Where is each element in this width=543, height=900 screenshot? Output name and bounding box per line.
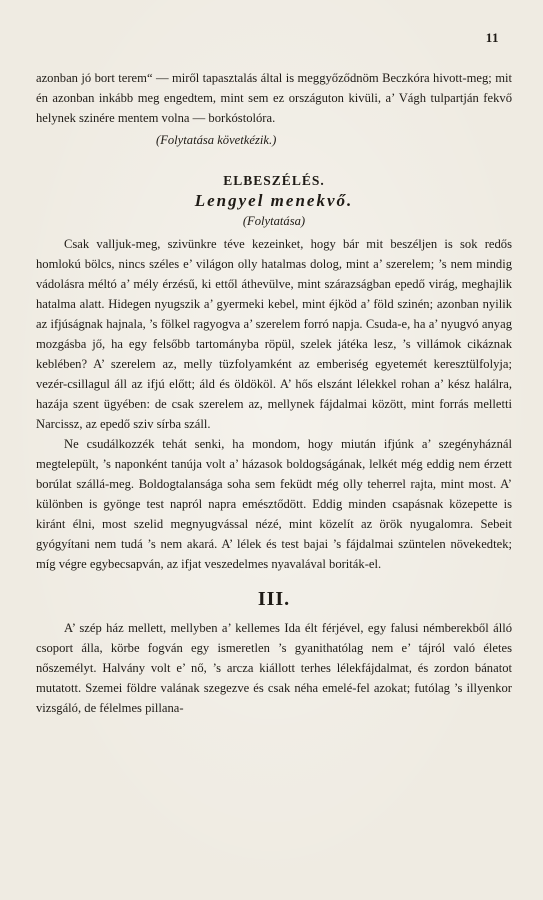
story-title: Lengyel menekvő.	[194, 191, 354, 210]
continuation-note: (Folytatása követkézik.)	[156, 133, 277, 147]
paragraph: A’ szép ház mellett, mellyben a’ kellemes Ida élt férjével, egy falusi némberekből álló csoport álla, körbe fogván egy ismeretlen ’s gyanithatólag nem e’ tájról való életes nőszemélyt. Halvány volt e’ nő, ’s arcza kiállott terhes lélekfájdalmat, és zordon bánatot mutatott. Szemei földre valának szegezve és csak néha emelé-fel azokat; futólag ’s illyenkor vizsgáló, de félelmes pillana-	[36, 621, 512, 715]
text-column	[36, 68, 512, 718]
story-subtitle: (Folytatása)	[242, 214, 306, 228]
chapter-heading: III.	[257, 588, 291, 610]
paragraph: Csak valljuk-meg, szivünkre téve kezeinket, hogy bár mit beszéljen is sok redős homlokú bölcs, nincs széles e’ világon olly hatalmas dolog, mint a’ szerelem; ’s nem mindig vádolásra méltó a’ mély érzésű, ki ettől áthevülve, mint szárazságban epedő virág, meghajlik hatalma alatt. Hidegen nyugszik a’ gyermeki kebel, mint éjköd a’ föld szinén; azonban nyilik az ifjúságnak hajnala, ’s fölkel ragyogva a’ szerelem forró napja. Csuda-e, ha a’ nyugvó anyag mozgásba jő, ha egy felsőbb tartományba röpül, szelek játéka lesz, ’s villámok cikáznak keblében? A’ szerelem az, melly tüzfolyamként az emberiség egyetemét keresztülfolyja; vezér-csillagul áll az ifjú előtt; áld és öldököl. A’ hős elszánt lélekkel rohan a’ kész halálra, hazája szent ügyében: de csak szerelem az, mellynek fájdalmai között, mint forrás melletti Narcissz, az epedő sziv sírba száll.	[36, 237, 512, 431]
paragraph: Ne csudálkozzék tehát senki, ha mondom, hogy miután ifjúnk a’ szegényháznál megtelepült, ’s naponként tanúja volt a’ házasok boldogságának, lelkét még eddig nem érzett borúlat szállá-meg. Boldogtalansága soha sem feküdt még olly teherrel rajta, mint most. A’ különben is gyönge test napról napra emésztődött. Eddig minden csapásnak közepette is kiránt élni, most szelid megnyugvással nézé, mint közelít az örök nyugalomra. Sebeit gyógyítani nem tudá ’s nem akará. A’ lélek és test bajai ’s fájdalmai szüntelen növekedtek; míg végre egybecsapván, az ifjat veszedelmes nyavalával boriták-el.	[36, 437, 512, 571]
page-number: 11	[485, 30, 499, 45]
top-paragraph: azonban jó bort terem“ — miről tapasztalás által is meggyőződnöm Beczkóra hivott-meg; mit én azonban inkább meg engedtem, mint sem ez országuton kivüli, a’ Vágh tulpartján fekvő helynek szinére mentem volna — borkóstolóra.	[36, 71, 512, 125]
section-title: ELBESZÉLÉS.	[223, 173, 325, 188]
